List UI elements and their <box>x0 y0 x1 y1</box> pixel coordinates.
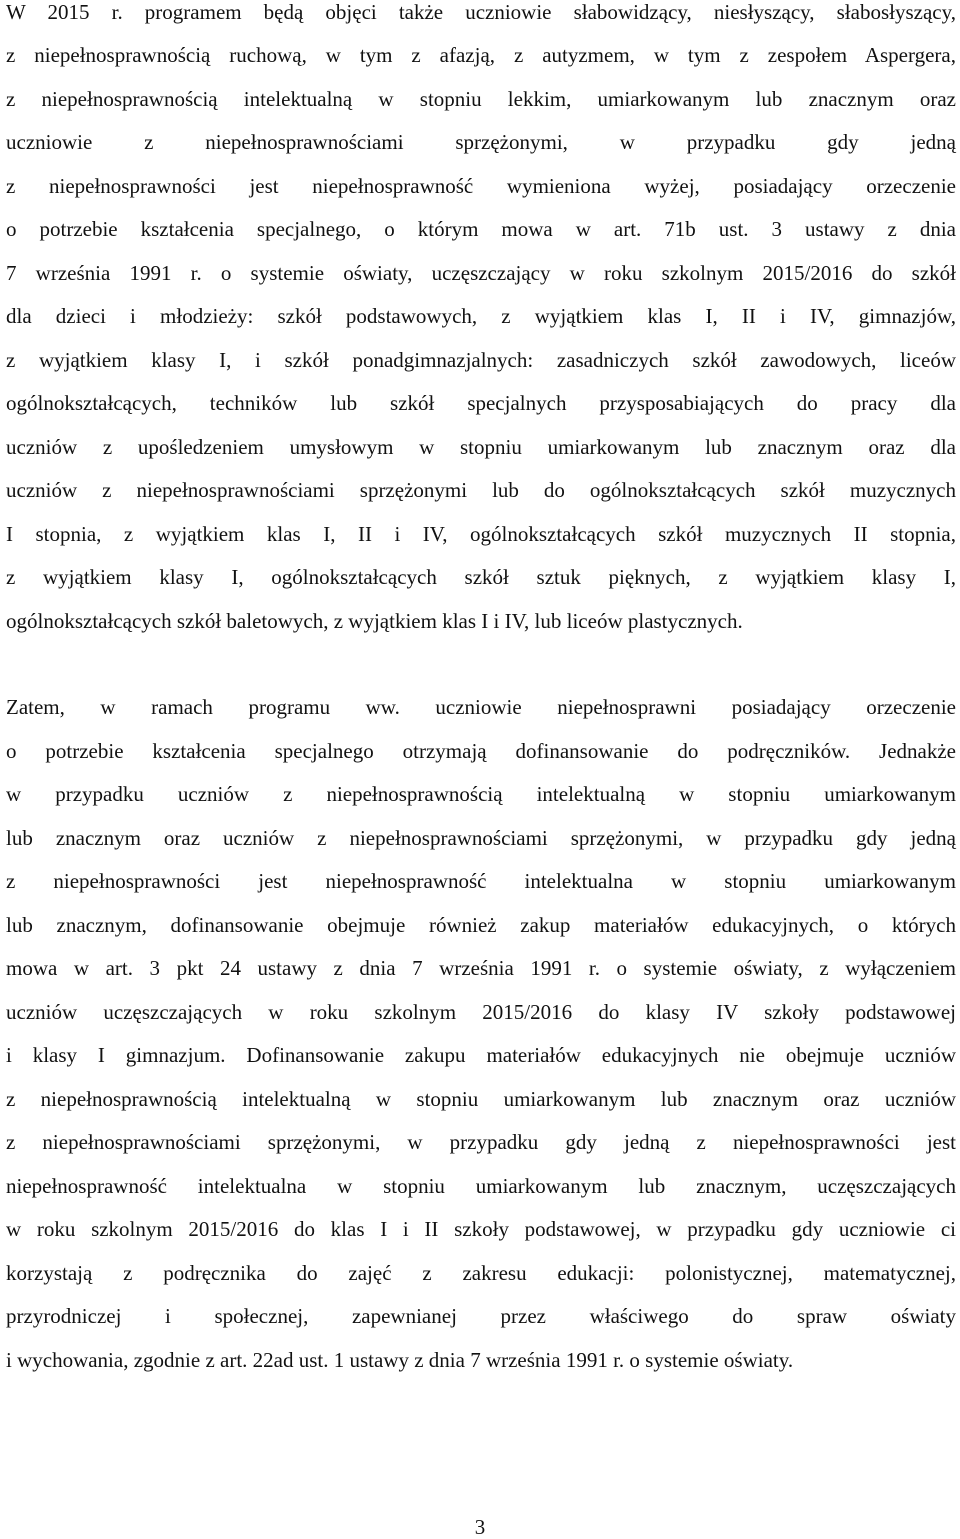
text-line: z wyjątkiem klasy I, i szkół ponadgimnazjalnych: zasadniczych szkół zawodowych, liceów <box>6 348 956 372</box>
text-line: i wychowania, zgodnie z art. 22ad ust. 1 ustawy z dnia 7 września 1991 r. o systemie oświaty. <box>6 1348 794 1372</box>
text-line: o potrzebie kształcenia specjalnego, o którym mowa w art. 71b ust. 3 ustawy z dnia <box>6 217 956 241</box>
text-line: 7 września 1991 r. o systemie oświaty, uczęszczający w roku szkolnym 2015/2016 do szkół <box>6 261 956 285</box>
text-line: przyrodniczej i społecznej, zapewnianej przez właściwego do spraw oświaty <box>6 1304 956 1328</box>
text-line: korzystają z podręcznika do zajęć z zakresu edukacji: polonistycznej, matematycznej, <box>6 1261 956 1285</box>
text-line: I stopnia, z wyjątkiem klas I, II i IV, ogólnokształcących szkół muzycznych II stopnia, <box>6 522 956 546</box>
text-line: i klasy I gimnazjum. Dofinansowanie zakupu materiałów edukacyjnych nie obejmuje uczniów <box>6 1043 956 1067</box>
text-line: w przypadku uczniów z niepełnosprawnością intelektualną w stopniu umiarkowanym <box>6 782 956 806</box>
text-line: z wyjątkiem klasy I, ogólnokształcących szkół sztuk pięknych, z wyjątkiem klasy I, <box>6 565 956 589</box>
text-line: uczniów z upośledzeniem umysłowym w stopniu umiarkowanym lub znacznym oraz dla <box>6 435 956 459</box>
text-line: Zatem, w ramach programu ww. uczniowie niepełnosprawni posiadający orzeczenie <box>6 695 956 719</box>
document-page <box>6 0 956 1537</box>
text-line: z niepełnosprawności jest niepełnosprawność wymieniona wyżej, posiadający orzeczenie <box>6 174 956 198</box>
text-line: w roku szkolnym 2015/2016 do klas I i II szkoły podstawowej, w przypadku gdy uczniowie ci <box>6 1217 956 1241</box>
text-line: dla dzieci i młodzieży: szkół podstawowych, z wyjątkiem klas I, II i IV, gimnazjów, <box>6 304 956 328</box>
text-line: lub znacznym oraz uczniów z niepełnosprawnościami sprzężonymi, w przypadku gdy jedną <box>6 826 956 850</box>
text-line: uczniowie z niepełnosprawnościami sprzężonymi, w przypadku gdy jedną <box>6 130 956 154</box>
text-line: W 2015 r. programem będą objęci także uczniowie słabowidzący, niesłyszący, słabosłyszący, <box>6 0 956 24</box>
text-line: lub znacznym, dofinansowanie obejmuje również zakup materiałów edukacyjnych, o których <box>6 913 956 937</box>
text-line: ogólnokształcących, techników lub szkół specjalnych przysposabiających do pracy dla <box>6 391 956 415</box>
text-line: z niepełnosprawności jest niepełnosprawność intelektualna w stopniu umiarkowanym <box>6 869 956 893</box>
text-line: uczniów z niepełnosprawnościami sprzężonymi lub do ogólnokształcących szkół muzycznych <box>6 478 956 502</box>
text-line: o potrzebie kształcenia specjalnego otrzymają dofinansowanie do podręczników. Jednakże <box>6 739 956 763</box>
text-line: z niepełnosprawnością ruchową, w tym z afazją, z autyzmem, w tym z zespołem Aspergera, <box>6 43 956 67</box>
text-line: uczniów uczęszczających w roku szkolnym 2015/2016 do klasy IV szkoły podstawowej <box>6 1000 956 1024</box>
text-line: z niepełnosprawnością intelektualną w stopniu umiarkowanym lub znacznym oraz uczniów <box>6 1087 956 1111</box>
page-number: 3 <box>474 1515 486 1539</box>
text-line: z niepełnosprawnościami sprzężonymi, w przypadku gdy jedną z niepełnosprawności jest <box>6 1130 956 1154</box>
text-line: z niepełnosprawnością intelektualną w stopniu lekkim, umiarkowanym lub znacznym oraz <box>6 87 956 111</box>
text-line: mowa w art. 3 pkt 24 ustawy z dnia 7 września 1991 r. o systemie oświaty, z wyłączeniem <box>6 956 956 980</box>
text-line: ogólnokształcących szkół baletowych, z wyjątkiem klas I i IV, lub liceów plastycznych. <box>6 609 743 633</box>
text-line: niepełnosprawność intelektualna w stopniu umiarkowanym lub znacznym, uczęszczających <box>6 1174 956 1198</box>
